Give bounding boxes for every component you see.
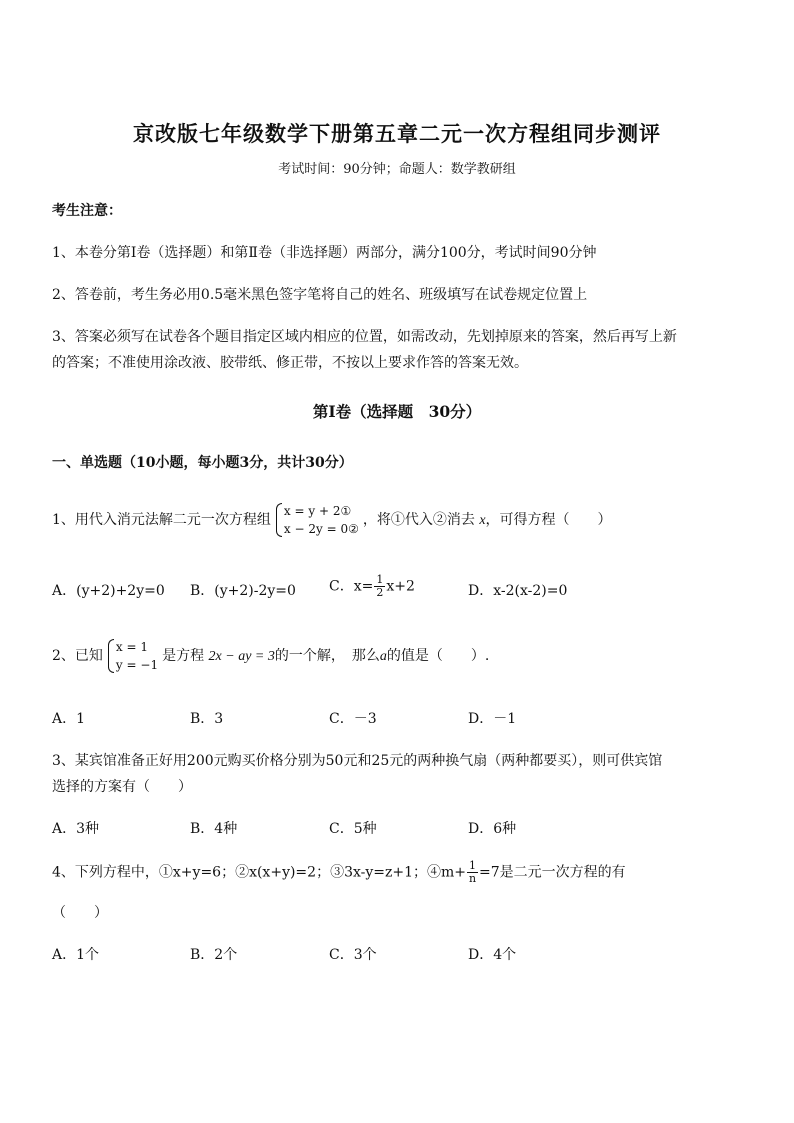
- section-title: 第Ⅰ卷（选择题 30分）: [312, 402, 482, 421]
- q1-option-c-num: 1: [376, 573, 384, 586]
- question-2: [52, 638, 489, 674]
- q4-option-a[interactable]: A．1个: [52, 947, 100, 963]
- q1-eq1: x = y + 2①: [283, 504, 352, 518]
- notice-rule-3-cont: 的答案；不准使用涂改液、胶带纸、修正带，不按以上要求作答的答案无效。: [52, 355, 528, 371]
- q2-var: a: [379, 649, 387, 664]
- q2-solution-system: [107, 638, 158, 674]
- notice-rule-1: 1、本卷分第Ⅰ卷（选择题）和第Ⅱ卷（非选择题）两部分，满分100分，考试时间90分钟: [52, 245, 597, 261]
- q4-text-a: 4、下列方程中，①x+y=6；②x(x+y)=2；③3x-y=z+1；④m+: [52, 864, 467, 881]
- q2-option-c[interactable]: C．－3: [329, 711, 377, 727]
- q1-prefix: 1、用代入消元法解二元一次方程组: [52, 512, 271, 528]
- q2-equation: 2x − ay = 3: [208, 649, 275, 664]
- q1-option-d[interactable]: D．x-2(x-2)=0: [468, 583, 568, 599]
- q1-option-c-fraction: [374, 574, 385, 599]
- notice-rule-2: 2、答卷前，考生务必用0.5毫米黑色签字笔将自己的姓名、班级填写在试卷规定位置上: [52, 287, 588, 303]
- q2-eq2: y = −1: [115, 658, 159, 672]
- q1-suffix-a: ，将①代入②消去: [362, 512, 475, 528]
- notice-rule-3: 3、答案必须写在试卷各个题目指定区域内相应的位置，如需改动，先划掉原来的答案，然后再写上新: [52, 329, 677, 345]
- notice-heading: 考生注意：: [52, 203, 122, 219]
- q1-option-c-suffix: x+2: [386, 578, 415, 595]
- q2-suffix-b: 的值是（ ）.: [386, 648, 490, 664]
- question-4: [52, 860, 626, 885]
- q2-option-a[interactable]: A．1: [52, 711, 86, 727]
- part-title: 一、单选题（10小题，每小题3分，共计30分）: [52, 455, 353, 471]
- page-subtitle: 考试时间：90分钟；命题人：数学教研组: [278, 162, 516, 177]
- q1-option-a[interactable]: A．(y+2)+2y=0: [52, 583, 165, 599]
- q1-equation-system: [275, 502, 359, 538]
- q2-option-d[interactable]: D．－1: [468, 711, 517, 727]
- q1-option-c-den: 2: [376, 586, 384, 599]
- q4-frac-den: n: [468, 872, 477, 885]
- q4-option-b[interactable]: B．2个: [190, 947, 238, 963]
- q2-option-b[interactable]: B．3: [190, 711, 224, 727]
- q2-middle: 是方程: [162, 648, 205, 664]
- q3-option-c[interactable]: C．5种: [329, 821, 377, 837]
- q3-option-b[interactable]: B．4种: [190, 821, 238, 837]
- q1-option-c-prefix: C．x=: [329, 578, 374, 595]
- q1-option-b[interactable]: B．(y+2)-2y=0: [190, 583, 296, 599]
- question-4-line-2: （ ）: [52, 905, 108, 921]
- q4-fraction: [467, 860, 478, 885]
- question-3-line-2: 选择的方案有（ ）: [52, 779, 192, 795]
- q4-option-d[interactable]: D．4个: [468, 947, 517, 963]
- q4-text-b: =7是二元一次方程的有: [479, 864, 626, 881]
- q3-option-d[interactable]: D．6种: [468, 821, 517, 837]
- q4-frac-num: 1: [469, 859, 477, 872]
- q3-option-a[interactable]: A．3种: [52, 821, 100, 837]
- q1-option-c[interactable]: [329, 574, 415, 599]
- page-title: 京改版七年级数学下册第五章二元一次方程组同步测评: [133, 121, 661, 146]
- q1-var: x: [479, 513, 486, 528]
- q2-eq1: x = 1: [115, 640, 149, 654]
- q1-suffix-b: ，可得方程（ ）: [485, 512, 612, 528]
- question-1: [52, 502, 612, 538]
- q2-suffix-a: 的一个解， 那么: [274, 648, 380, 664]
- question-3-line-1: 3、某宾馆准备正好用200元购买价格分别为50元和25元的两种换气扇（两种都要买），则可供宾馆: [52, 753, 663, 769]
- q1-eq2: x − 2y = 0②: [283, 522, 359, 536]
- q4-option-c[interactable]: C．3个: [329, 947, 377, 963]
- q2-prefix: 2、已知: [52, 648, 103, 664]
